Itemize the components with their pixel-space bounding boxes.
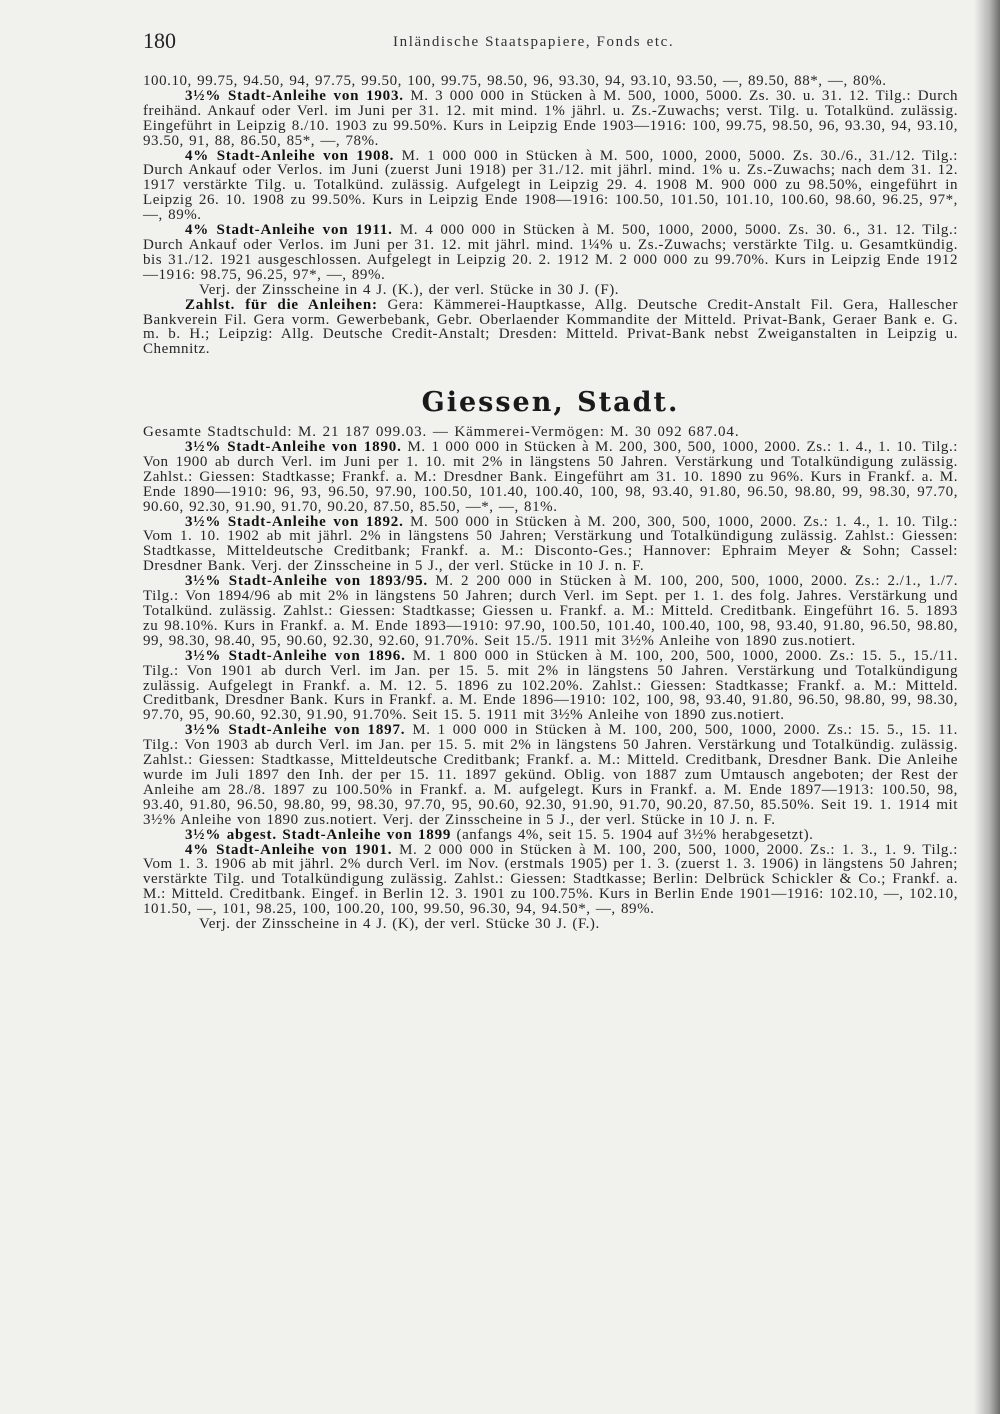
running-title: Inländische Staatspapiere, Fonds etc. — [393, 34, 675, 50]
page-header — [143, 28, 973, 58]
entry-text: M. 500 000 in Stücken à M. 200, 300, 500, 1000, 2000. Zs.: 1. 4., 1. 10. Tilg.: Vom 1. 10. 1902 ab mit jährl. 2% in längstens 50 Jahren; Verstärkung und Totalkündigung zulässig. Zahlst.: Giessen: Stadtkasse, Mitteldeutsche Creditbank; Frankf. a. M.: Disconto-Ges.; Hannover: Ephraim Meyer & Sohn; Cassel: Dresdner Bank. Verj. der Zinsscheine in 5 J., der verl. Stücke in 10 J. n. F. — [143, 513, 958, 575]
continued-text — [143, 74, 958, 89]
debt-summary — [143, 425, 958, 440]
loan-entry — [143, 149, 958, 224]
loan-heading: 3½% Stadt-Anleihe von 1892. — [185, 513, 404, 530]
section-title: Giessen, Stadt. — [421, 387, 680, 419]
loan-entry — [143, 723, 958, 827]
loan-entry — [143, 89, 958, 149]
entry-text: Verj. der Zinsscheine in 4 J. (K.), der verl. Stücke in 30 J. (F). — [199, 281, 620, 298]
loan-entry — [143, 574, 958, 649]
page-body — [143, 74, 958, 932]
page-number: 180 — [143, 28, 176, 53]
loan-entry — [143, 440, 958, 515]
loan-entry — [143, 843, 958, 918]
loan-entry — [143, 223, 958, 283]
loan-heading: 4% Stadt-Anleihe von 1901. — [185, 841, 393, 858]
entry-text: M. 1 000 000 in Stücken à M. 200, 300, 500, 1000, 2000. Zs.: 1. 4., 1. 10. Tilg.: Von 1900 ab durch Verl. im Juni per 1. 10. mit 2% in längstens 50 Jahren. Verstärkung und Totalkündigung zulässig. Zahlst.: Giessen: Stadtkasse; Frankf. a. M.: Dresdner Bank. Eingeführt am 31. 10. 1890 zu 96%. Kurs in Frankf. a. M. Ende 1890—1910: 96, 93, 96.50, 97.90, 100.50, 101.40, 100.40, 100, 98, 93.40, 91.80, 96.50, 98.80, 99, 98.30, 97.70, 90.60, 92.30, 91.90, 91.70, 90.20, 87.50, 85.50, —*, —, 81%. — [143, 439, 958, 515]
loan-heading: Zahlst. für die Anleihen: — [185, 296, 378, 313]
entry-text: Gesamte Stadtschuld: M. 21 187 099.03. — Kämmerei-Vermögen: M. 30 092 687.04. — [143, 424, 740, 441]
entry-text: M. 2 200 000 in Stücken à M. 100, 200, 500, 1000, 2000. Zs.: 2./1., 1./7. Tilg.: Von 1894/96 ab mit 2% in längstens 50 Jahren; durch Verl. im Sept. per 1. 1. des folg. Jahres. Verstärkung und Totalkünd. zulässig. Zahlst.: Giessen: Stadtkasse; Giessen u. Frankf. a. M.: Mitteld. Creditbank. Eingeführt 16. 5. 1893 zu 98.10%. Kurs in Frankf. a. M. Ende 1893—1910: 97.90, 100.50, 101.40, 100.40, 100, 98, 93.40, 91.80, 96.50, 98.80, 99, 98.30, 98.40, 95, 90.60, 92.30, 92.60, 91.70%. Seit 15./5. 1911 mit 3½% Anleihe von 1890 zus.notiert. — [143, 573, 958, 649]
entry-text: M. 1 000 000 in Stücken à M. 500, 1000, 2000, 5000. Zs. 30./6., 31./12. Tilg.: Durch Ankauf oder Verlos. im Juni (zuerst Juni 1918) per 31./12. mit jährl. mind. 1% u. Zs.-Zuwachs; nach dem 31. 12. 1917 verstärkte Tilg. u. Totalkünd. zulässig. Aufgelegt in Leipzig 29. 4. 1908 M. 900 000 zu 98.50%, eingeführt in Leipzig 26. 10. 1908 zu 99.50%. Kurs in Leipzig Ende 1908—1916: 100.50, 101.50, 101.10, 100.60, 98.60, 96.25, 97*, —, 89%. — [143, 147, 958, 224]
entry-text: M. 2 000 000 in Stücken à M. 100, 200, 500, 1000, 2000. Zs.: 1. 3., 1. 9. Tilg.: Vom 1. 3. 1906 ab mit jährl. 2% durch Verl. im Nov. (erstmals 1905) per 1. 3. (zuerst 1. 3. 1906) in längstens 50 Jahren; verstärkte Tilg. und Totalkündigung zulässig. Zahlst.: Giessen: Stadtkasse; Berlin: Delbrück Schickler & Co.; Frankf. a. M.: Mitteld. Creditbank. Eingef. in Berlin 12. 3. 1901 zu 100.75%. Kurs in Berlin Ende 1901—1916: 102.10, —, 102.10, 101.50, —, 101, 98.25, 100, 100.20, 100, 99.50, 96.30, 94, 94.50*, —, 89%. — [143, 841, 958, 918]
loan-heading: 3½% Stadt-Anleihe von 1897. — [185, 722, 406, 739]
loan-heading: 3½% abgest. Stadt-Anleihe von 1899 — [185, 826, 452, 843]
entry-text: M. 1 800 000 in Stücken à M. 100, 200, 500, 1000, 2000. Zs.: 15. 5., 15./11. Tilg.: Von 1901 ab durch Verl. im Jan. per 15. 5. mit 2% in längstens 50 Jahren. Verstärkung und Totalkündigung zulässig. Aufgelegt in Frankf. a. M. 12. 5. 1896 zu 102.20%. Zahlst.: Giessen: Stadtkasse; Frankf. a. M.: Mitteld. Creditbank, Dresdner Bank. Kurs in Frankf. a. M. Ende 1896—1910: 102, 100, 98, 93.40, 91.80, 96.50, 98.80, 99, 98.30, 97.70, 95, 90.60, 92.30, 91.90, 91.70%. Seit 15. 5. 1911 mit 3½% Anleihe von 1890 zus.notiert. — [143, 647, 958, 724]
loan-heading: 4% Stadt-Anleihe von 1908. — [185, 147, 395, 164]
entry-text: Verj. der Zinsscheine in 4 J. (K), der verl. Stücke 30 J. (F.). — [199, 916, 600, 933]
loan-entry — [143, 917, 958, 932]
loan-heading: 3½% Stadt-Anleihe von 1893/95. — [185, 573, 428, 590]
loan-entry — [143, 283, 958, 298]
loan-heading: 3½% Stadt-Anleihe von 1896. — [185, 647, 406, 664]
loan-heading: 3½% Stadt-Anleihe von 1903. — [185, 87, 404, 104]
loan-entry — [143, 828, 958, 843]
entry-text: Gera: Kämmerei-Hauptkasse, Allg. Deutsche Credit-Anstalt Fil. Gera, Hallescher Bankverein Fil. Gera vorm. Gewerbebank, Gebr. Oberlaender Kommandite der Mitteld. Privat-Bank, Geraer Bank e. G. m. b. H.; Leipzig: Allg. Deutsche Credit-Anstalt; Dresden: Mitteld. Privat-Bank nebst Zweiganstalten in Leipzig u. Chemnitz. — [143, 296, 958, 358]
entry-text: (anfangs 4%, seit 15. 5. 1904 auf 3½% herabgesetzt). — [456, 826, 814, 843]
loan-heading: 4% Stadt-Anleihe von 1911. — [185, 222, 393, 239]
loan-entry — [143, 515, 958, 575]
entry-text: M. 4 000 000 in Stücken à M. 500, 1000, 2000, 5000. Zs. 30. 6., 31. 12. Tilg.: Durch Ankauf oder Verlos. im Juni per 31. 12. mit jährl. mind. 1¼% u. Zs.-Zuwachs; verstärkte Tilg. u. Gesamtkündig. bis 31./12. 1921 ausgeschlossen. Aufgelegt in Leipzig 20. 2. 1912 M. 2 000 000 zu 99.70%. Kurs in Leipzig Ende 1912—1916: 98.75, 96.25, 97*, —, 89%. — [143, 222, 958, 283]
entry-text: 100.10, 99.75, 94.50, 94, 97.75, 99.50, 100, 99.75, 98.50, 96, 93.30, 94, 93.10, 93.50, —, 89.50, 88*, —, 80%. — [143, 73, 887, 89]
entry-text: M. 1 000 000 in Stücken à M. 100, 200, 500, 1000, 2000. Zs.: 15. 5., 15. 11. Tilg.: Von 1903 ab durch Verl. im Jan. per 15. 5. mit 2% in längstens 50 Jahren. Verstärkung und Totalkündig. zulässig. Zahlst.: Giessen: Stadtkasse, Mitteldeutsche Creditbank; Frankf. a. M.: Mitteld. Creditbank, Dresdner Bank. Die Anleihe wurde im Juli 1897 den Inh. der per 15. 11. 1897 gekünd. Oblig. von 1887 zum Umtausch angeboten; der Rest der Anleihe am 28./8. 1897 zu 100.50% in Frankf. a. M. aufgelegt. Kurs in Frankf. a. M. Ende 1897—1913: 100.50, 98, 93.40, 91.80, 96.50, 98.80, 99, 98.30, 97.70, 95, 90.60, 92.30, 91.90, 91.70, 90.20, 87.50, 85.50%. Seit 19. 1. 1914 mit 3½% Anleihe von 1890 zus.notiert. Verj. der Zinsscheine in 5 J., der verl. Stücke in 10 J. n. F. — [143, 722, 958, 828]
entry-text: M. 3 000 000 in Stücken à M. 500, 1000, 5000. Zs. 30. u. 31. 12. Tilg.: Durch freihänd. Ankauf oder Verl. im Juni per 31. 12. mit mind. 1% jährl. u. Zs.-Zuwachs; verst. Tilg. u. Totalkünd. zulässig. Eingeführt in Leipzig 8./10. 1903 zu 99.50%. Kurs in Leipzig Ende 1903—1916: 100, 99.75, 98.50, 96, 93.30, 94, 93.10, 93.50, 91, 88, 86.50, 85*, —, 78%. — [143, 87, 959, 149]
loan-entry — [143, 298, 958, 358]
loan-entry — [143, 649, 958, 724]
loan-heading: 3½% Stadt-Anleihe von 1890. — [185, 439, 402, 456]
